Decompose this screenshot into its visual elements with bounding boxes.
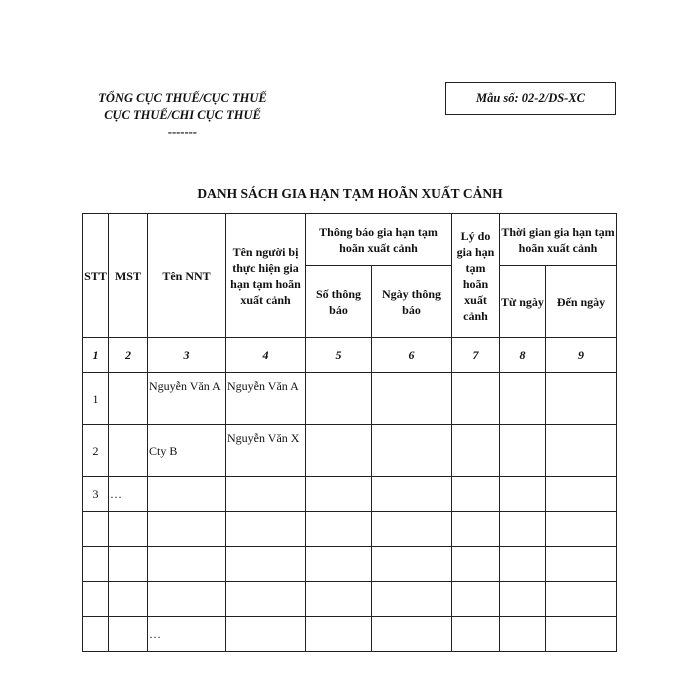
table-row [83, 547, 617, 582]
table-cell [109, 547, 148, 582]
table-cell [500, 582, 546, 617]
table-cell [226, 512, 306, 547]
table-row [83, 617, 617, 652]
table-cell [306, 477, 372, 512]
table-cell [546, 425, 617, 477]
table-cell [500, 617, 546, 652]
agency-line-1: TỔNG CỤC THUẾ/CỤC THUẾ [98, 91, 267, 105]
table-cell [452, 512, 500, 547]
table-cell [109, 373, 148, 425]
column-number: 5 [306, 338, 372, 373]
table-cell [83, 512, 109, 547]
table-row [83, 582, 617, 617]
table-cell: Nguyễn Văn A [148, 373, 226, 425]
header-taxpayer-name: Tên NNT [148, 214, 226, 338]
table-cell [372, 373, 452, 425]
header-row-1 [83, 214, 617, 266]
table-cell [546, 582, 617, 617]
extension-list-table [82, 213, 617, 652]
table-cell [109, 512, 148, 547]
table-cell [372, 512, 452, 547]
table-cell [226, 582, 306, 617]
header-notice: Thông báo gia hạn tạm hoãn xuất cảnh [306, 214, 452, 266]
table-row [83, 477, 617, 512]
table-cell: 2 [83, 425, 109, 477]
table-cell [546, 617, 617, 652]
table-cell [226, 547, 306, 582]
table-cell [306, 373, 372, 425]
table-cell: … [148, 617, 226, 652]
table-cell [372, 425, 452, 477]
column-number: 2 [109, 338, 148, 373]
header-mst: MST [109, 214, 148, 338]
column-number-row [83, 338, 617, 373]
column-number: 6 [372, 338, 452, 373]
header-from-date: Từ ngày [500, 266, 546, 338]
column-number: 8 [500, 338, 546, 373]
table-cell [546, 547, 617, 582]
table-cell [148, 512, 226, 547]
table-cell [226, 477, 306, 512]
table-cell [148, 477, 226, 512]
header-person-name: Tên người bị thực hiện gia hạn tạm hoãn xuất cảnh [226, 214, 306, 338]
table-cell [226, 617, 306, 652]
table-cell [306, 512, 372, 547]
table-cell [452, 373, 500, 425]
table-cell [546, 477, 617, 512]
table-cell [500, 477, 546, 512]
column-number: 1 [83, 338, 109, 373]
table-cell [372, 617, 452, 652]
column-number: 3 [148, 338, 226, 373]
table-cell [372, 547, 452, 582]
header-period: Thời gian gia hạn tạm hoãn xuất cảnh [500, 214, 617, 266]
table-cell [452, 477, 500, 512]
table-cell [500, 512, 546, 547]
header-notice-date: Ngày thông báo [372, 266, 452, 338]
table-cell [546, 373, 617, 425]
table-cell: 3 [83, 477, 109, 512]
header-to-date: Đến ngày [546, 266, 617, 338]
table-cell [500, 373, 546, 425]
table-cell [452, 425, 500, 477]
agency-divider: ------- [167, 125, 198, 139]
table-row [83, 425, 617, 477]
table-cell [500, 425, 546, 477]
table-cell [372, 477, 452, 512]
table-cell [306, 617, 372, 652]
table-cell [306, 582, 372, 617]
header-reason: Lý do gia hạn tạm hoãn xuất cảnh [452, 214, 500, 338]
column-number: 7 [452, 338, 500, 373]
table-cell [372, 582, 452, 617]
table-cell [83, 617, 109, 652]
table-cell [148, 547, 226, 582]
table-cell [546, 512, 617, 547]
form-number-box [445, 82, 616, 115]
agency-line-2: CỤC THUẾ/CHI CỤC THUẾ [104, 108, 261, 122]
table-cell: 1 [83, 373, 109, 425]
table-row [83, 373, 617, 425]
table-row [83, 512, 617, 547]
table-cell [306, 425, 372, 477]
table-cell: Cty B [148, 425, 226, 477]
issuing-agency [80, 90, 285, 141]
table-cell [83, 547, 109, 582]
table-cell [452, 582, 500, 617]
table-cell [109, 582, 148, 617]
table-cell: … [109, 477, 148, 512]
document-title: DANH SÁCH GIA HẠN TẠM HOÃN XUẤT CẢNH [197, 186, 503, 201]
table-cell: Nguyễn Văn A [226, 373, 306, 425]
table-cell [148, 582, 226, 617]
table-cell [452, 617, 500, 652]
table-cell [452, 547, 500, 582]
column-number: 9 [546, 338, 617, 373]
table-cell: Nguyễn Văn X [226, 425, 306, 477]
table-cell [83, 582, 109, 617]
table-cell [109, 425, 148, 477]
table-cell [109, 617, 148, 652]
table-cell [500, 547, 546, 582]
header-stt: STT [83, 214, 109, 338]
column-number: 4 [226, 338, 306, 373]
table-cell [306, 547, 372, 582]
form-number: Mẫu số: 02-2/DS-XC [475, 91, 586, 105]
header-notice-number: Số thông báo [306, 266, 372, 338]
